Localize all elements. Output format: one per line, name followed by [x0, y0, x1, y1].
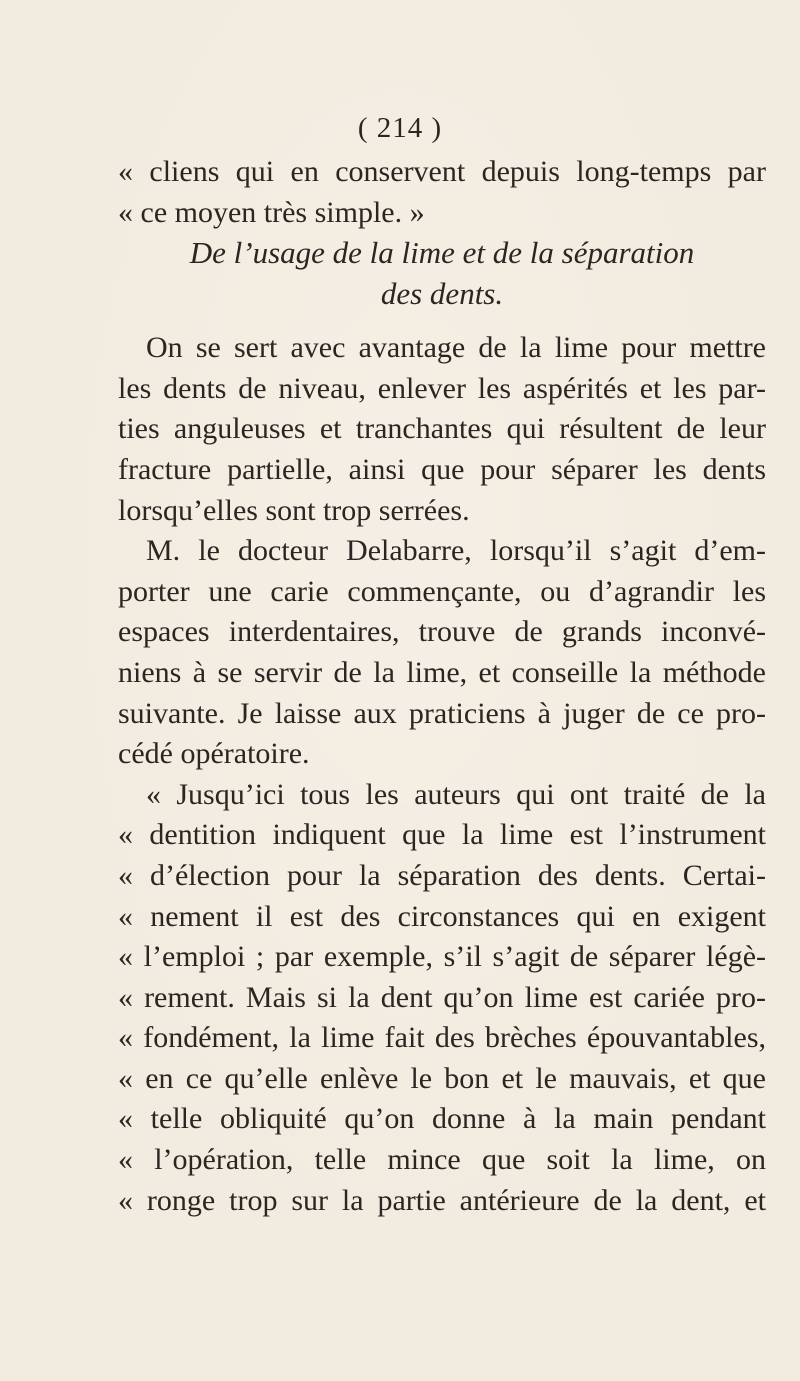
section-heading-line-2: des dents. [380, 276, 504, 312]
quote-line: « l’emploi ; par exemple, s’il s’agit de séparer légè- [118, 940, 766, 974]
paragraph-line: suivante. Je laisse aux praticiens à juger de ce pro- [118, 696, 766, 730]
quote-line: « l’opération, telle mince que soit la lime, on [118, 1143, 766, 1177]
paragraph-line: lorsqu’elles sont trop serrées. [118, 493, 470, 527]
paragraph-line: On se sert avec avantage de la lime pour mettre [146, 331, 766, 365]
paragraph-line: cédé opératoire. [118, 737, 310, 771]
quote-line: « telle obliquité qu’on donne à la main pendant [118, 1102, 766, 1136]
paragraph-line: espaces interdentaires, trouve de grands inconvé- [118, 615, 766, 649]
paragraph-line: porter une carie commençante, ou d’agrandir les [118, 574, 766, 608]
paragraph-line: ties anguleuses et tranchantes qui résultent de leur [118, 412, 766, 446]
page-text [118, 152, 766, 1221]
quote-line: « en ce qu’elle enlève le bon et le mauvais, et que [118, 1061, 766, 1095]
quote-line: « rement. Mais si la dent qu’on lime est cariée pro- [118, 980, 766, 1014]
paragraph-line: fracture partielle, ainsi que pour séparer les dents [118, 452, 766, 486]
quote-line: « dentition indiquent que la lime est l’instrument [118, 818, 766, 852]
paragraph-line: les dents de niveau, enlever les aspérités et les par- [118, 371, 766, 405]
page-number: ( 214 ) [357, 112, 443, 144]
paragraph-line: M. le docteur Delabarre, lorsqu’il s’agit d’em- [146, 534, 766, 568]
text-line: « cliens qui en conservent depuis long-temps par [118, 155, 766, 188]
quote-line: « Jusqu’ici tous les auteurs qui ont traité de la [146, 777, 766, 811]
text-line: « ce moyen très simple. » [118, 195, 425, 229]
quote-line: « fondément, la lime fait des brèches épouvantables, [118, 1021, 766, 1055]
section-heading-line-1: De l’usage de la lime et de la séparation [189, 235, 695, 271]
paragraph-line: niens à se servir de la lime, et conseille la méthode [118, 655, 766, 689]
quote-line: « d’élection pour la séparation des dents. Certai- [118, 858, 766, 892]
quote-line: « nement il est des circonstances qui en exigent [118, 899, 766, 933]
quote-line: « ronge trop sur la partie antérieure de la dent, et [118, 1183, 766, 1217]
